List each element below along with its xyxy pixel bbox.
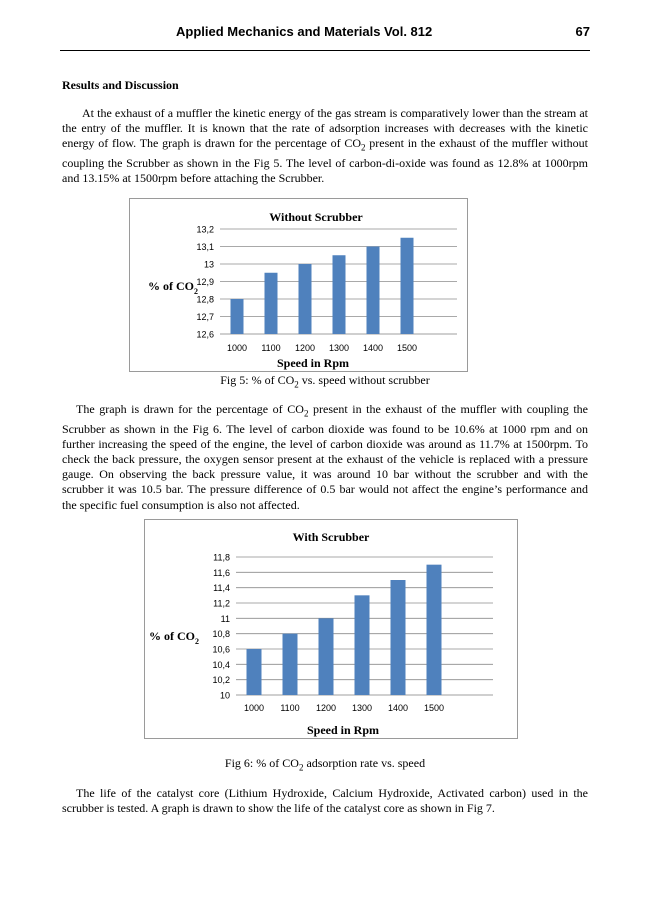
y-tick-label: 12,7 — [196, 312, 214, 322]
figure-6-chart — [145, 520, 517, 738]
bar-1100 — [283, 634, 298, 695]
paragraph-1 — [62, 106, 588, 186]
journal-title: Applied Mechanics and Materials Vol. 812 — [176, 24, 433, 39]
x-tick-label: 1500 — [423, 703, 445, 713]
y-tick-label: 13,1 — [196, 242, 214, 252]
chart-title: With Scrubber — [292, 530, 370, 544]
y-tick-label: 11,2 — [213, 598, 230, 609]
y-tick-label: 10,2 — [212, 675, 230, 686]
bar-1500 — [401, 238, 414, 334]
bar-1500 — [427, 565, 442, 695]
y-tick-label: 10,4 — [212, 659, 230, 670]
page-number: 67 — [575, 24, 590, 39]
x-axis-label: Speed in Rpm — [306, 723, 380, 737]
y-tick-label: 11,6 — [213, 567, 230, 578]
x-axis-label: Speed in Rpm — [276, 356, 350, 370]
figure-6-chart-frame — [144, 519, 518, 739]
paragraph-2 — [62, 402, 588, 513]
x-tick-label: 1500 — [396, 343, 418, 353]
x-tick-label: 1300 — [328, 343, 350, 353]
x-tick-label: 1200 — [315, 703, 337, 713]
p1-text-b: present in the exhaust of the muffler without coupling the Scrubber as shown in the Fig 5. The level of carbon-di-oxide was found as 12.8% at 1000rpm and 13.15% at 1500rpm before attaching the Scrubber. — [62, 136, 588, 186]
p2-subscript: 2 — [303, 408, 309, 419]
header-rule — [60, 50, 590, 51]
figure-6-caption: Fig 6: % of $CO_2$ adsorption rate vs. speed — [224, 756, 426, 773]
x-tick-label: 1100 — [261, 343, 281, 353]
y-tick-label: 10 — [219, 690, 230, 701]
y-tick-label: 12,6 — [196, 329, 214, 340]
y-axis-label: % of $CO_2$ — [149, 629, 199, 646]
y-tick-label: 11 — [220, 613, 230, 624]
p2-text-b: present in the exhaust of the muffler with coupling the Scrubber as shown in the Fig 6. The level of carbon dioxide was found to be 10.6% at 1000 rpm and on further increasing the speed of the engine, the level of carbon dioxide was around as 11.7% at 1500rpm. To check the back pressure, the oxygen sensor present at the exhaust of the vehicle is replaced with a pressure gauge. On observing the back pressure value, it was around 10 bar without the scrubber and with the scrubber it was 10.5 bar. The pressure difference of 0.5 bar would not affect the engine’s performance and the specific fuel consumption is also not affected. — [62, 402, 589, 512]
bar-1100 — [265, 273, 278, 334]
paragraph-3: The life of the catalyst core (Lithium Hydroxide, Calcium Hydroxide, Activated carbon) used in the scrubber is tested. A graph is drawn to show the life of the catalyst core as shown in Fig 7. — [62, 786, 588, 816]
figure-5-chart-frame — [129, 198, 468, 372]
p2-text-a: The graph is drawn for the percentage of CO — [76, 402, 304, 416]
figure-5-chart — [130, 199, 467, 371]
y-tick-label: 12,9 — [196, 277, 214, 287]
bar-1000 — [247, 649, 262, 695]
bar-1400 — [367, 247, 380, 335]
p1-text-a: At the exhaust of a muffler the kinetic energy of the gas stream is comparatively lower than the stream at the entry of the muffler. It is known that the rate of adsorption increases with decreases with the kinetic energy of flow. The graph is drawn for the percentage of CO — [62, 106, 588, 151]
bar-1300 — [355, 595, 370, 695]
y-axis-label: % of $CO_2$ — [148, 279, 198, 296]
y-tick-label: 10,8 — [212, 629, 230, 640]
bar-1400 — [391, 580, 406, 695]
p1-subscript: 2 — [361, 142, 366, 153]
x-tick-label: 1400 — [387, 703, 409, 713]
y-tick-label: 11,4 — [213, 583, 230, 594]
bar-1000 — [231, 299, 244, 334]
x-tick-label: 1200 — [294, 343, 316, 353]
y-tick-label: 11,8 — [213, 552, 230, 563]
chart-title: Without Scrubber — [269, 210, 363, 224]
running-header — [60, 24, 590, 50]
x-tick-label: 1300 — [351, 703, 373, 713]
x-tick-label: 1100 — [280, 703, 300, 713]
y-tick-label: 10,6 — [212, 644, 230, 655]
y-tick-label: 12,8 — [196, 294, 214, 305]
figure-5-caption: Fig 5: % of $CO_2$ vs. speed without scrubber — [220, 373, 430, 390]
x-tick-label: 1000 — [226, 343, 248, 353]
y-tick-label: 13,2 — [196, 224, 214, 235]
x-tick-label: 1000 — [243, 703, 265, 713]
y-tick-label: 13 — [203, 259, 214, 270]
section-title: Results and Discussion — [62, 78, 179, 92]
bar-1200 — [299, 264, 312, 334]
bar-1200 — [319, 618, 334, 695]
bar-1300 — [333, 255, 346, 334]
x-tick-label: 1400 — [362, 343, 384, 353]
